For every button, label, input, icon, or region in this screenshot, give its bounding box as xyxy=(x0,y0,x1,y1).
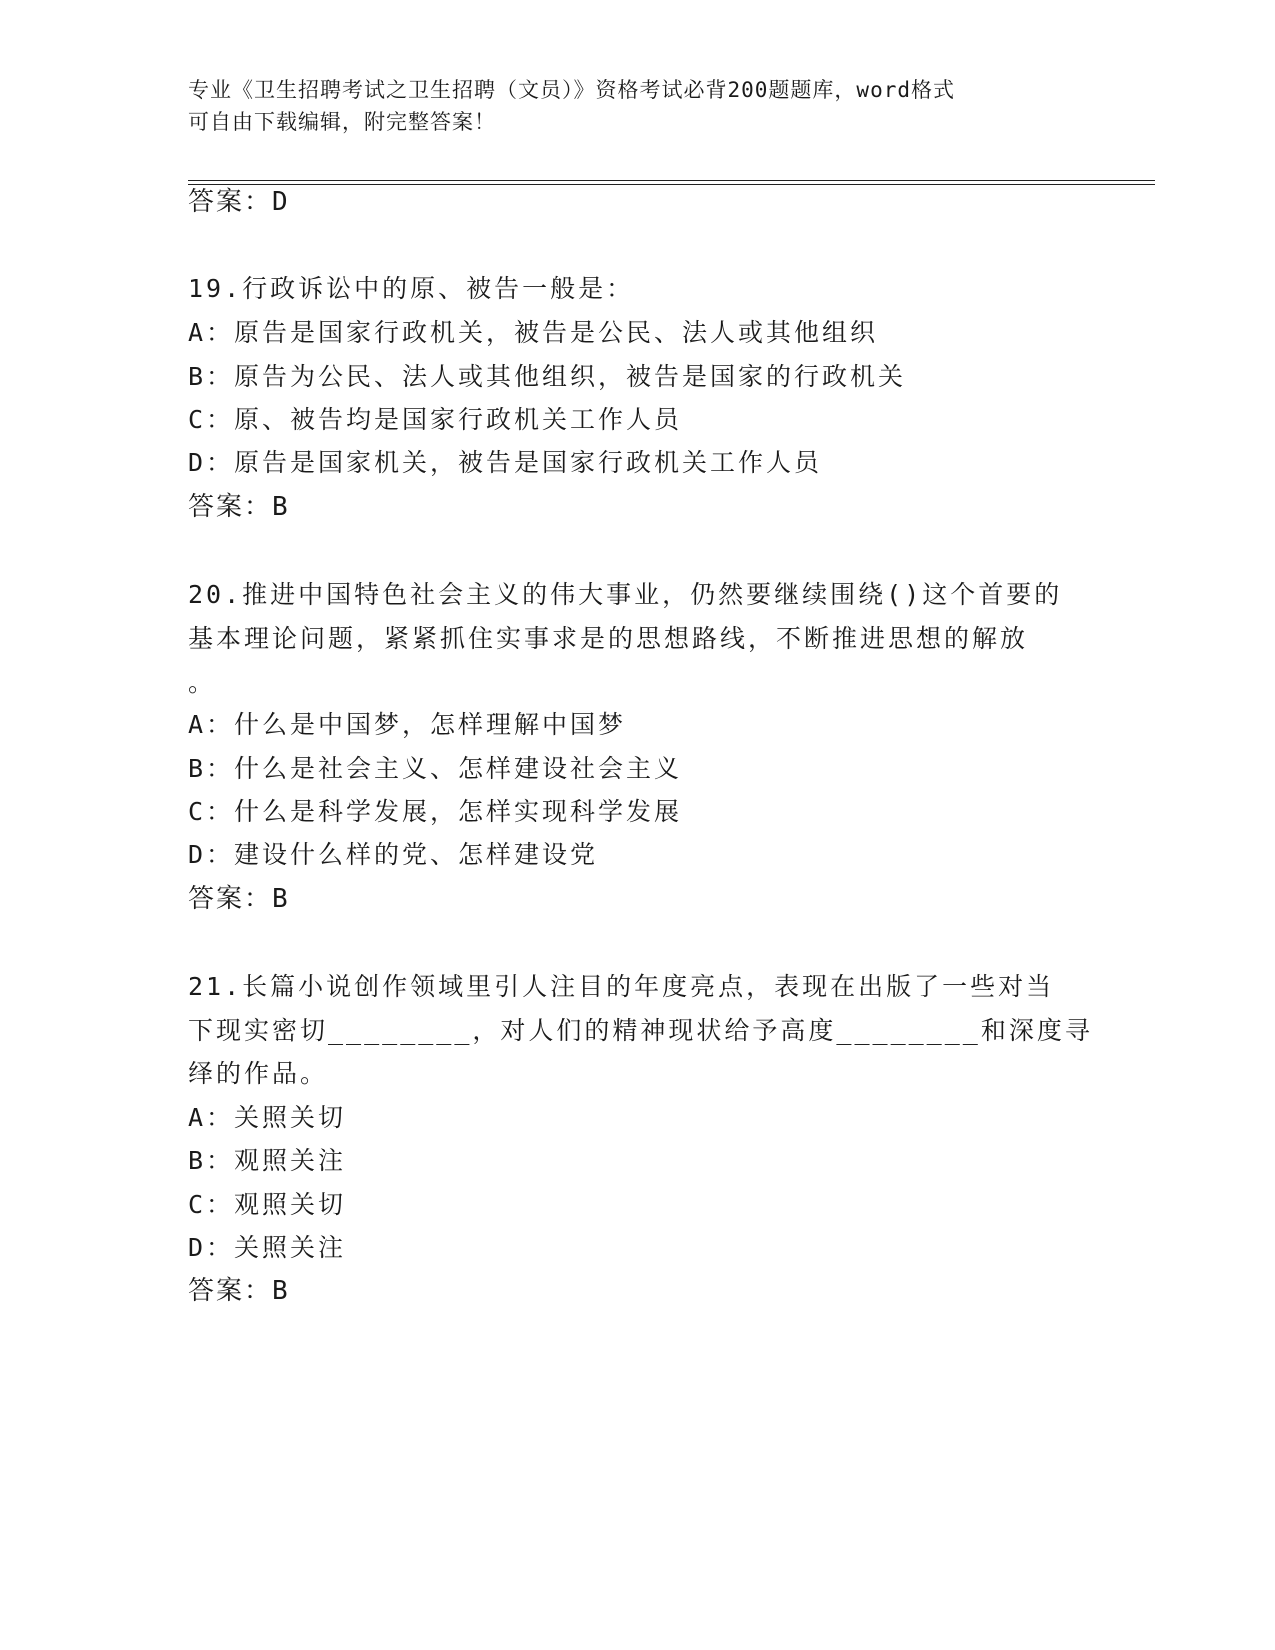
question-19-option-b: B：原告为公民、法人或其他组织，被告是国家的行政机关 xyxy=(188,362,907,391)
question-20-stem-line-3: 。 xyxy=(188,668,217,697)
question-21-option-c: C：观照关切 xyxy=(188,1190,347,1219)
question-20-option-d: D：建设什么样的党、怎样建设党 xyxy=(188,840,599,869)
question-21-option-a: A：关照关切 xyxy=(188,1103,347,1132)
question-20-stem-line-2: 基本理论问题，紧紧抓住实事求是的思想路线，不断推进思想的解放 xyxy=(188,624,1029,653)
question-19-stem: 19.行政诉讼中的原、被告一般是： xyxy=(188,274,635,303)
question-21-stem-line-2: 下现实密切________，对人们的精神现状给予高度________和深度寻 xyxy=(188,1016,1093,1045)
header-line-1: 专业《卫生招聘考试之卫生招聘（文员）》资格考试必背200题题库，word格式 xyxy=(188,78,955,102)
question-21-option-d: D：关照关注 xyxy=(188,1233,347,1262)
question-19-option-d: D：原告是国家机关，被告是国家行政机关工作人员 xyxy=(188,448,823,477)
document-header xyxy=(188,74,1088,138)
header-divider-bottom xyxy=(188,184,1155,185)
question-20-option-a: A：什么是中国梦，怎样理解中国梦 xyxy=(188,710,627,739)
question-19-option-c: C：原、被告均是国家行政机关工作人员 xyxy=(188,405,683,434)
header-line-2: 可自由下载编辑，附完整答案！ xyxy=(188,110,496,134)
question-20-option-b: B：什么是社会主义、怎样建设社会主义 xyxy=(188,754,683,783)
question-21-stem-line-3: 绎的作品。 xyxy=(188,1059,329,1088)
question-19-option-a: A：原告是国家行政机关，被告是公民、法人或其他组织 xyxy=(188,318,879,347)
question-21-option-b: B：观照关注 xyxy=(188,1146,347,1175)
question-20-stem-line-1: 20.推进中国特色社会主义的伟大事业，仍然要继续围绕()这个首要的 xyxy=(188,580,1063,609)
header-divider-top xyxy=(188,180,1155,181)
question-21-answer: 答案：B xyxy=(188,1276,290,1306)
question-20-option-c: C：什么是科学发展，怎样实现科学发展 xyxy=(188,797,683,826)
previous-answer: 答案：D xyxy=(188,187,290,217)
question-20-answer: 答案：B xyxy=(188,884,290,914)
question-21-stem-line-1: 21.长篇小说创作领域里引人注目的年度亮点，表现在出版了一些对当 xyxy=(188,972,1055,1001)
question-19-answer: 答案：B xyxy=(188,492,290,522)
